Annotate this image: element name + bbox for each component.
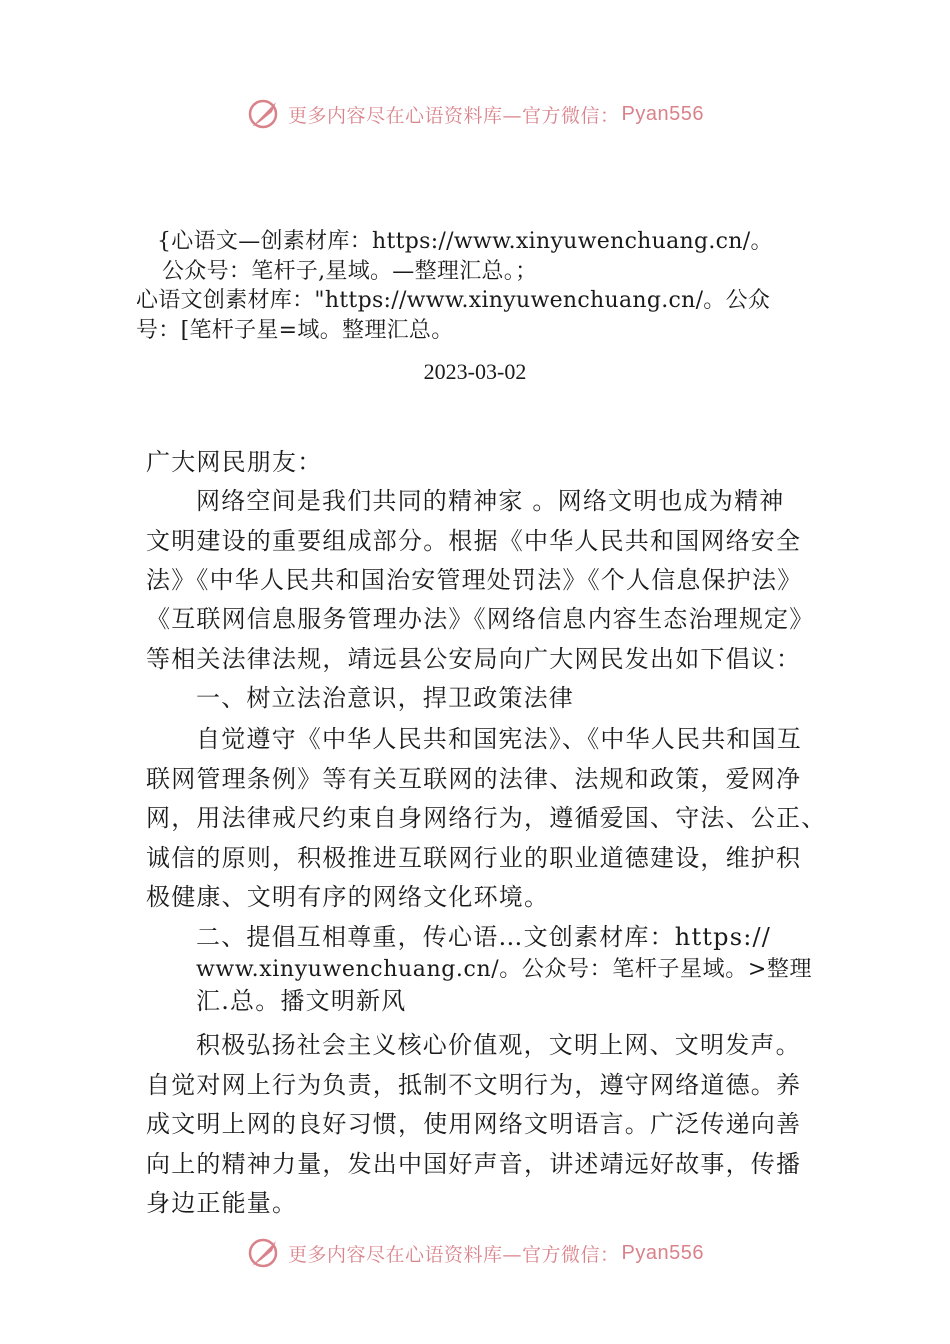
paragraph-2-line-4: 诚信的原则，积极推进互联网行业的职业道德建设，维护积: [146, 844, 802, 872]
banner-text: 更多内容尽在心语资料库—官方微信：: [288, 104, 620, 127]
paragraph-1-line-4: 《互联网信息服务管理办法》《网络信息内容生态治理规定》: [146, 605, 815, 633]
watermark-line-4: 号：[笔杆子星=域。整理汇总。: [136, 318, 454, 343]
paragraph-2-line-5: 极健康、文明有序的网络文化环境。: [146, 883, 550, 911]
quill-pen-icon: [246, 97, 282, 131]
paragraph-3-line-2: 自觉对网上行为负责，抵制不文明行为，遵守网络道德。养: [146, 1071, 802, 1099]
paragraph-3-line-5: 身边正能量。: [146, 1189, 298, 1217]
banner-text: 更多内容尽在心语资料库—官方微信：: [288, 1243, 620, 1266]
paragraph-3-line-3: 成文明上网的良好习惯，使用网络文明语言。广泛传递向善: [146, 1110, 802, 1138]
paragraph-2-line-2: 联网管理条例》等有关互联网的法律、法规和政策，爱网净: [146, 765, 802, 793]
paragraph-1-line-3: 法》《中华人民共和国治安管理处罚法》《个人信息保护法》: [146, 566, 803, 594]
banner-wechat-id: Pyan556: [621, 1241, 704, 1264]
paragraph-1-line-1: 网络空间是我们共同的精神家 。网络文明也成为精神: [196, 487, 785, 515]
footer-banner: [0, 1233, 950, 1273]
document-date: 2023-03-02: [423, 359, 527, 384]
watermark-line-1: {心语文—创素材库：https://www.xinyuwenchuang.cn/。: [157, 229, 773, 254]
salutation: 广大网民朋友：: [146, 448, 323, 476]
paragraph-2-line-1: 自觉遵守《中华人民共和国宪法》、《中华人民共和国互: [196, 725, 802, 753]
header-banner: [0, 94, 950, 134]
paragraph-3-line-1: 积极弘扬社会主义核心价值观，文明上网、文明发声。: [196, 1031, 801, 1059]
paragraph-1-line-5: 等相关法律法规，靖远县公安局向广大网民发出如下倡议：: [146, 645, 802, 673]
section-heading-2-line-3: 汇.总。播文明新风: [196, 987, 407, 1015]
watermark-line-3: 心语文创素材库："https://www.xinyuwenchuang.cn/。公众: [136, 288, 771, 313]
paragraph-3-line-4: 向上的精神力量，发出中国好声音，讲述靖远好故事，传播: [146, 1150, 802, 1178]
paragraph-1-line-2: 文明建设的重要组成部分。根据《中华人民共和国网络安全: [146, 527, 802, 555]
paragraph-2-line-3: 网，用法律戒尺约束自身网络行为，遵循爱国、守法、公正、: [146, 804, 827, 832]
section-heading-1: 一、树立法治意识，捍卫政策法律: [196, 684, 574, 712]
quill-pen-icon: [246, 1236, 282, 1270]
section-heading-2-line-2: www.xinyuwenchuang.cn/。公众号：笔杆子星域。>整理: [196, 957, 813, 982]
watermark-line-2: 公众号：笔杆子,星域。—整理汇总。；: [162, 259, 538, 284]
section-heading-2-line-1: 二、提倡互相尊重，传心语…文创素材库：https://: [196, 923, 772, 951]
banner-wechat-id: Pyan556: [621, 102, 704, 125]
